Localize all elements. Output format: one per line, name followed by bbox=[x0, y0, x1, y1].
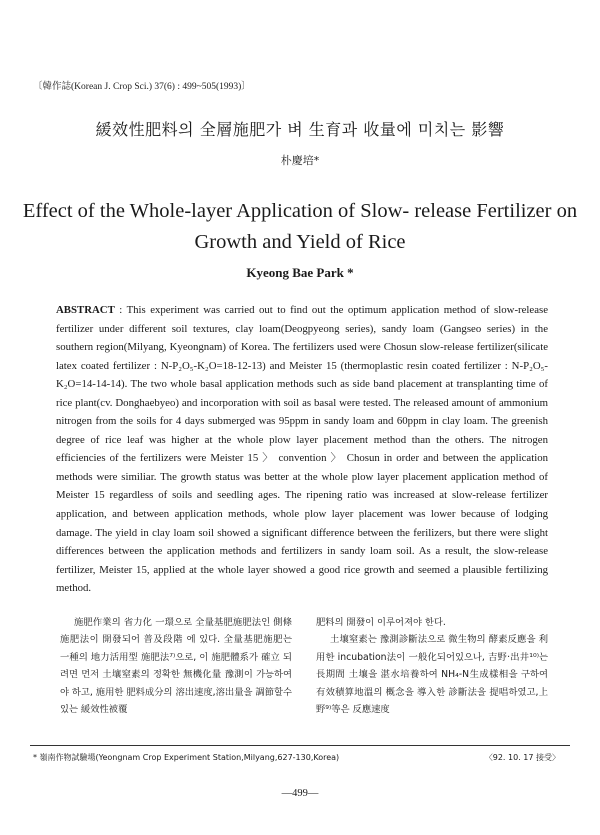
abstract-text: This experiment was carried out to find out the optimum application method of slow-release fertilizer under different soil textures, clay loam(Deogpyeong series), sandy loam (Gangseo series) in the southern region(Milyang, Kyeongnam) of Korea. The fertilizers used were Chosun slow-release fertilizer(silicate latex coated fertilizer : N-P₂O₅-K₂O=18-12-13) and Meister 15 (thermoplastic resin coated fertilizer : N-P₂O₅-K₂O=14-14-14). The two whole basal application methods such as side band placement at transplanting time of rice plant(cv. Donghaebyeo) and incorporation with soil as basal were tested. The released amount of ammonium nitrogen from the soils for 4 days submerged was 95ppm in sandy loam and 60ppm in clay loam. The greenish degree of rice leaf was higher at the whole plow layer placement method than the others. The nitrogen efficiencies of the fertilizers were Meister 15 〉 convention 〉 Chosun in order and between the application methods were similiar. The growth status was better at the whole plow layer placement application method of Meister 15 regardless of soils and seedling ages. The ripening ratio was increased at slow-release fertilizer application, and between application methods, whole plow layer placement was lower because of lodging damage. The yield in clay loam soil showed a significant difference between the ferilizers, but there were slight differences between the application methods and fertilizers in sandy loam soil. As a result, the slow-release fertilizer, Meister 15, applied at the whole layer showed a good rice growth and seemed a plausible fertilizing method. bbox=[56, 304, 549, 595]
footnote-divider bbox=[30, 745, 570, 746]
page-number: —499— bbox=[281, 788, 319, 799]
english-title: Effect of the Whole-layer Application of Slow- release Fertilizer on Growth and Yield of Rice bbox=[22, 200, 578, 253]
abstract bbox=[56, 301, 548, 598]
citation: 〔韓作誌(Korean J. Crop Sci.) 37(6) : 499~505(1993)〕 bbox=[33, 82, 251, 92]
abstract-label: ABSTRACT bbox=[56, 304, 115, 316]
footnote: * 嶺南作物試驗場(Yeongnam Crop Experiment Station,Milyang,627-130,Korea) bbox=[33, 753, 340, 762]
body-paragraph: 土壤窒素는 豫測診斷法으로 微生物의 酵素反應을 利用한 incubation法이 一般化되어있으나, 吉野·出井¹⁰⁾는 長期間 土壤을 湛水培養하여 NH₄-N生成樣相을 구하여 有效積算地溫의 概念을 導入한 診斷法을 提唱하였고,上野⁹⁾等은 反應速度 bbox=[316, 634, 548, 716]
received-date: 〈92. 10. 17 接受〉 bbox=[484, 753, 560, 762]
body-right-column bbox=[316, 614, 548, 718]
korean-title: 緩效性肥料의 全層施肥가 벼 生育과 收量에 미치는 影響 bbox=[95, 120, 505, 139]
korean-author: 朴慶培* bbox=[280, 154, 320, 167]
body-left-column bbox=[60, 614, 292, 718]
abstract-separator: : bbox=[114, 304, 127, 316]
english-author: Kyeong Bae Park * bbox=[246, 265, 354, 280]
body-paragraph: 施肥作業의 省力化 一環으로 全量基肥施肥法인 側條施肥法이 開發되어 普及段階 에 있다. 全量基肥施肥는 一種의 地力活用型 施肥法⁷⁾으로, 이 施肥體系가 確立 되려면 먼저 土壤窒素의 정확한 無機化量 豫測이 가능하여야 하고, 施用한 肥料成分의 溶出速度,溶出量을 調節할수 있는 緩效性被覆 bbox=[60, 617, 292, 716]
body-paragraph: 肥料의 開發이 이루어져야 한다. bbox=[316, 617, 446, 628]
